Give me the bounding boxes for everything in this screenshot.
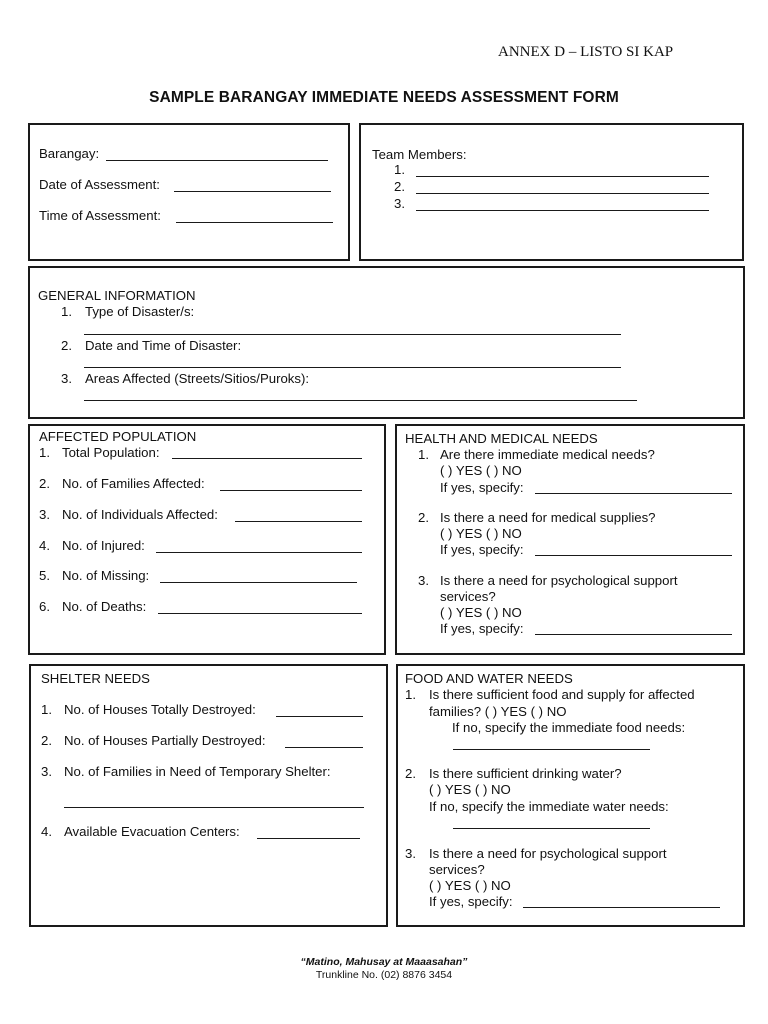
affected-item-2-num: 2. bbox=[39, 476, 50, 491]
date-time-of-disaster-label: Date and Time of Disaster: bbox=[85, 338, 242, 353]
health-q3-text-cont: services? bbox=[440, 589, 496, 604]
shelter-item-2-num: 2. bbox=[41, 733, 52, 748]
general-information-heading: GENERAL INFORMATION bbox=[38, 288, 196, 303]
total-population-label: Total Population: bbox=[62, 445, 160, 460]
date-of-assessment-field[interactable] bbox=[174, 191, 331, 192]
total-population-field[interactable] bbox=[172, 458, 362, 459]
affected-item-6-num: 6. bbox=[39, 599, 50, 614]
health-q1-specify-field[interactable] bbox=[535, 493, 732, 494]
health-q2-yesno[interactable]: ( ) YES ( ) NO bbox=[440, 526, 522, 541]
shelter-item-1-num: 1. bbox=[41, 702, 52, 717]
health-q3-text: Is there a need for psychological support bbox=[440, 573, 678, 588]
footer-trunkline: Trunkline No. (02) 8876 3454 bbox=[315, 969, 453, 981]
team-member-3-num: 3. bbox=[394, 196, 405, 211]
injured-label: No. of Injured: bbox=[62, 538, 145, 553]
food-q2-specify-field[interactable] bbox=[453, 828, 650, 829]
health-q3-specify-field[interactable] bbox=[535, 634, 732, 635]
health-q1-num: 1. bbox=[418, 447, 429, 462]
footer-motto: “Matino, Mahusay at Maaasahan” bbox=[300, 956, 468, 968]
houses-partially-destroyed-field[interactable] bbox=[285, 747, 363, 748]
families-temporary-shelter-label: No. of Families in Need of Temporary Shelter: bbox=[64, 764, 331, 779]
health-q2-num: 2. bbox=[418, 510, 429, 525]
families-temporary-shelter-field[interactable] bbox=[64, 807, 364, 808]
team-member-1-num: 1. bbox=[394, 162, 405, 177]
missing-label: No. of Missing: bbox=[62, 568, 150, 583]
evacuation-centers-field[interactable] bbox=[257, 838, 360, 839]
food-q1-specify-label: If no, specify the immediate food needs: bbox=[452, 720, 686, 735]
food-q3-specify-field[interactable] bbox=[523, 907, 720, 908]
team-member-2-num: 2. bbox=[394, 179, 405, 194]
shelter-needs-heading: SHELTER NEEDS bbox=[41, 671, 150, 686]
food-q1-specify-field[interactable] bbox=[453, 749, 650, 750]
food-q3-text-cont: services? bbox=[429, 862, 485, 877]
deaths-field[interactable] bbox=[158, 613, 362, 614]
areas-affected-field[interactable] bbox=[84, 400, 637, 401]
food-q3-specify-label: If yes, specify: bbox=[429, 894, 513, 909]
houses-totally-destroyed-label: No. of Houses Totally Destroyed: bbox=[64, 702, 256, 717]
food-q1-num: 1. bbox=[405, 687, 416, 702]
general-item-1-num: 1. bbox=[61, 304, 72, 319]
affected-item-3-num: 3. bbox=[39, 507, 50, 522]
team-member-2-field[interactable] bbox=[416, 193, 709, 194]
families-affected-field[interactable] bbox=[220, 490, 362, 491]
shelter-item-3-num: 3. bbox=[41, 764, 52, 779]
team-members-box bbox=[359, 123, 744, 261]
food-q2-specify-label: If no, specify the immediate water needs: bbox=[429, 799, 669, 814]
food-q2-yesno[interactable]: ( ) YES ( ) NO bbox=[429, 782, 511, 797]
barangay-label: Barangay: bbox=[39, 146, 100, 161]
individuals-affected-field[interactable] bbox=[235, 521, 362, 522]
food-q1-text-cont[interactable]: families? ( ) YES ( ) NO bbox=[429, 704, 567, 719]
affected-item-1-num: 1. bbox=[39, 445, 50, 460]
barangay-field[interactable] bbox=[106, 160, 328, 161]
food-q2-num: 2. bbox=[405, 766, 416, 781]
annex-label: ANNEX D – LISTO SI KAP bbox=[498, 44, 674, 60]
affected-item-4-num: 4. bbox=[39, 538, 50, 553]
evacuation-centers-label: Available Evacuation Centers: bbox=[64, 824, 240, 839]
food-water-heading: FOOD AND WATER NEEDS bbox=[405, 671, 573, 686]
date-of-assessment-label: Date of Assessment: bbox=[39, 177, 160, 192]
health-q2-specify-label: If yes, specify: bbox=[440, 542, 524, 557]
affected-item-5-num: 5. bbox=[39, 568, 50, 583]
time-of-assessment-field[interactable] bbox=[176, 222, 333, 223]
health-q1-text: Are there immediate medical needs? bbox=[440, 447, 655, 462]
health-q3-yesno[interactable]: ( ) YES ( ) NO bbox=[440, 605, 522, 620]
health-q1-yesno[interactable]: ( ) YES ( ) NO bbox=[440, 463, 522, 478]
health-q2-text: Is there a need for medical supplies? bbox=[440, 510, 656, 525]
food-q3-yesno[interactable]: ( ) YES ( ) NO bbox=[429, 878, 511, 893]
shelter-item-4-num: 4. bbox=[41, 824, 52, 839]
areas-affected-label: Areas Affected (Streets/Sitios/Puroks): bbox=[85, 371, 310, 386]
houses-partially-destroyed-label: No. of Houses Partially Destroyed: bbox=[64, 733, 266, 748]
type-of-disaster-label: Type of Disaster/s: bbox=[85, 304, 195, 319]
type-of-disaster-field[interactable] bbox=[84, 334, 621, 335]
injured-field[interactable] bbox=[156, 552, 362, 553]
food-q3-num: 3. bbox=[405, 846, 416, 861]
page-title: SAMPLE BARANGAY IMMEDIATE NEEDS ASSESSMENT FORM bbox=[149, 89, 619, 106]
team-member-1-field[interactable] bbox=[416, 176, 709, 177]
food-q1-text: Is there sufficient food and supply for affected bbox=[429, 687, 695, 702]
deaths-label: No. of Deaths: bbox=[62, 599, 147, 614]
families-affected-label: No. of Families Affected: bbox=[62, 476, 205, 491]
date-time-of-disaster-field[interactable] bbox=[84, 367, 621, 368]
team-member-3-field[interactable] bbox=[416, 210, 709, 211]
team-members-label: Team Members: bbox=[372, 147, 467, 162]
health-q3-specify-label: If yes, specify: bbox=[440, 621, 524, 636]
houses-totally-destroyed-field[interactable] bbox=[276, 716, 363, 717]
time-of-assessment-label: Time of Assessment: bbox=[39, 208, 161, 223]
general-item-2-num: 2. bbox=[61, 338, 72, 353]
health-q3-num: 3. bbox=[418, 573, 429, 588]
affected-population-heading: AFFECTED POPULATION bbox=[39, 429, 197, 444]
general-item-3-num: 3. bbox=[61, 371, 72, 386]
missing-field[interactable] bbox=[160, 582, 357, 583]
food-q2-text: Is there sufficient drinking water? bbox=[429, 766, 622, 781]
individuals-affected-label: No. of Individuals Affected: bbox=[62, 507, 218, 522]
health-medical-heading: HEALTH AND MEDICAL NEEDS bbox=[405, 431, 598, 446]
health-q1-specify-label: If yes, specify: bbox=[440, 480, 524, 495]
health-q2-specify-field[interactable] bbox=[535, 555, 732, 556]
food-q3-text: Is there a need for psychological support bbox=[429, 846, 667, 861]
